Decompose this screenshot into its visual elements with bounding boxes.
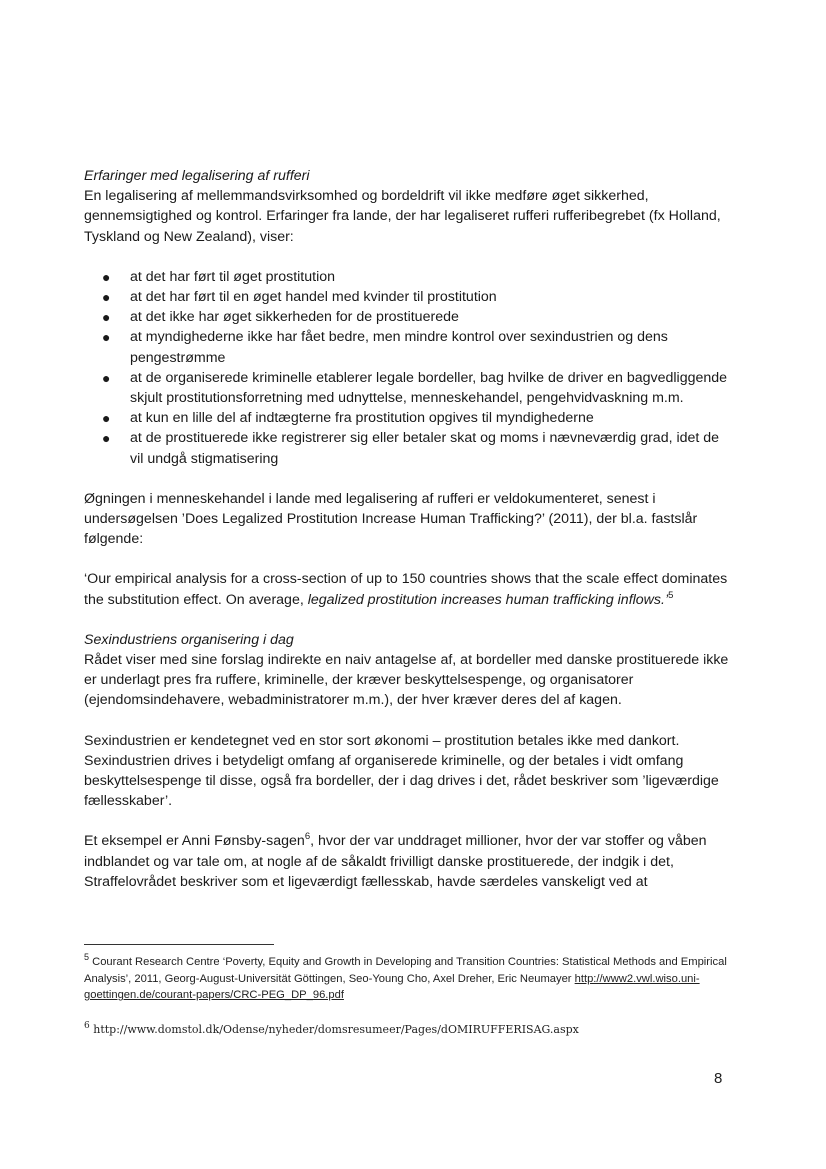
- footnote-separator: [84, 944, 274, 945]
- bullet-icon: ●: [102, 430, 111, 447]
- list-item: ● at det ikke har øget sikkerheden for de prostituerede: [84, 307, 734, 327]
- page-number: 8: [714, 1070, 723, 1087]
- footnote-6-url[interactable]: http://www.domstol.dk/Odense/nyheder/domsresumeer/Pages/dOMIRUFFERISAG.aspx: [89, 1023, 579, 1036]
- list-item: ● at de prostituerede ikke registrerer sig eller betaler skat og moms i nævneværdig grad, idet de vil undgå stigmatisering: [102, 430, 720, 467]
- list-item: ● at det har ført til øget prostitution: [84, 267, 734, 287]
- list-item: ● at de organiserede kriminelle etablerer legale bordeller, bag hvilke de driver en bagvedliggende skjult prostitutionsforretning med udnyttelse, menneskehandel, pengehvidvaskning m.m.: [102, 369, 728, 407]
- list-item: ● at myndighederne ikke har fået bedre, men mindre kontrol over sexindustrien og dens pengestrømme: [102, 329, 668, 366]
- bullet-icon: ●: [102, 289, 111, 306]
- example-paragraph: Et eksempel er Anni Fønsby-sagen$^6$, hvor der var unddraget millioner, hvor der var stoffer og våben indblandet og var tale om, at nogle af de såkaldt frivilligt danske prostituerede, der indgik i det, Straffelovrådet beskriver som et ligeværdigt fællesskab, havde særdeles vanskeligt ved at: [84, 831, 707, 890]
- list-item: ● at det har ført til en øget handel med kvinder til prostitution: [84, 287, 734, 307]
- black-economy-paragraph: Sexindustrien er kendetegnet ved en stor sort økonomi – prostitution betales ikke med dankort. Sexindustrien drives i betydeligt omfang af organiserede kriminelle, og der betales i vidt omfang beskyttelsespenge til disse, også fra bordeller, der i dag drives i det, rådet beskriver som ’ligeværdige fællesskaber’.: [84, 732, 719, 810]
- bullet-icon: ●: [102, 410, 111, 427]
- bullet-icon: ●: [102, 268, 111, 285]
- footnote-ref-5[interactable]: 5: [668, 589, 674, 601]
- list-item: ● at kun en lille del af indtægterne fra prostitution opgives til myndighederne: [84, 408, 734, 428]
- bullet-icon: ●: [102, 329, 111, 346]
- bullet-icon: ●: [102, 309, 111, 326]
- footnote-5: $^5$ Courant Research Centre ‘Poverty, Equity and Growth in Developing and Transition Countries: Statistical Methods and Empirical Analysis’, 2011, Georg-August-Universität Göttingen, Seo-Young Cho, Axel Dreher, Eric Neumayer http://www2.vwl.wiso.uni-goettingen.de/courant-papers/CRC-PEG_DP_96.pdf: [84, 952, 727, 1001]
- footnote-6: $^6$ http://www.domstol.dk/Odense/nyheder/domsresumeer/Pages/dOMIRUFFERISAG.aspx: [84, 1021, 579, 1036]
- section-heading-sexindustri: Sexindustriens organisering i dag: [84, 631, 294, 648]
- study-quote: ‘Our empirical analysis for a cross-section of up to 150 countries shows that the scale effect dominates the substitution effect. On average, legalized prostitution increases human trafficking inflows.’$^5$: [84, 571, 728, 608]
- footnote-ref-6[interactable]: 6: [304, 831, 311, 843]
- document-body: [84, 166, 734, 892]
- naive-assumption-paragraph: Rådet viser med sine forslag indirekte en naiv antagelse af, at bordeller med danske prostituerede ikke er underlagt pres fra ruffere, kriminelle, der kræver beskyttelsespenge, og organisatorer (ejendomsindehavere, webadministratorer m.m.), der hver kræver deres del af kagen.: [84, 652, 729, 709]
- section-heading-legalisering: Erfaringer med legalisering af rufferi: [84, 168, 310, 184]
- bullet-list: [84, 267, 734, 469]
- bullet-icon: ●: [102, 369, 111, 386]
- trafficking-paragraph: Øgningen i menneskehandel i lande med legalisering af rufferi er veldokumenteret, senest i undersøgelsen ’Does Legalized Prostitution Increase Human Trafficking?’ (2011), der bl.a. fastslår følgende:: [84, 490, 698, 548]
- footnote-5-link[interactable]: http://www2.vwl.wiso.uni-goettingen.de/courant-papers/CRC-PEG_DP_96.pdf: [84, 972, 700, 1001]
- intro-paragraph: En legalisering af mellemmandsvirksomhed og bordeldrift vil ikke medføre øget sikkerhed, gennemsigtighed og kontrol. Erfaringer fra lande, der har legaliseret rufferi rufferibegrebet (fx Holland, Tyskland og New Zealand), viser:: [84, 188, 721, 245]
